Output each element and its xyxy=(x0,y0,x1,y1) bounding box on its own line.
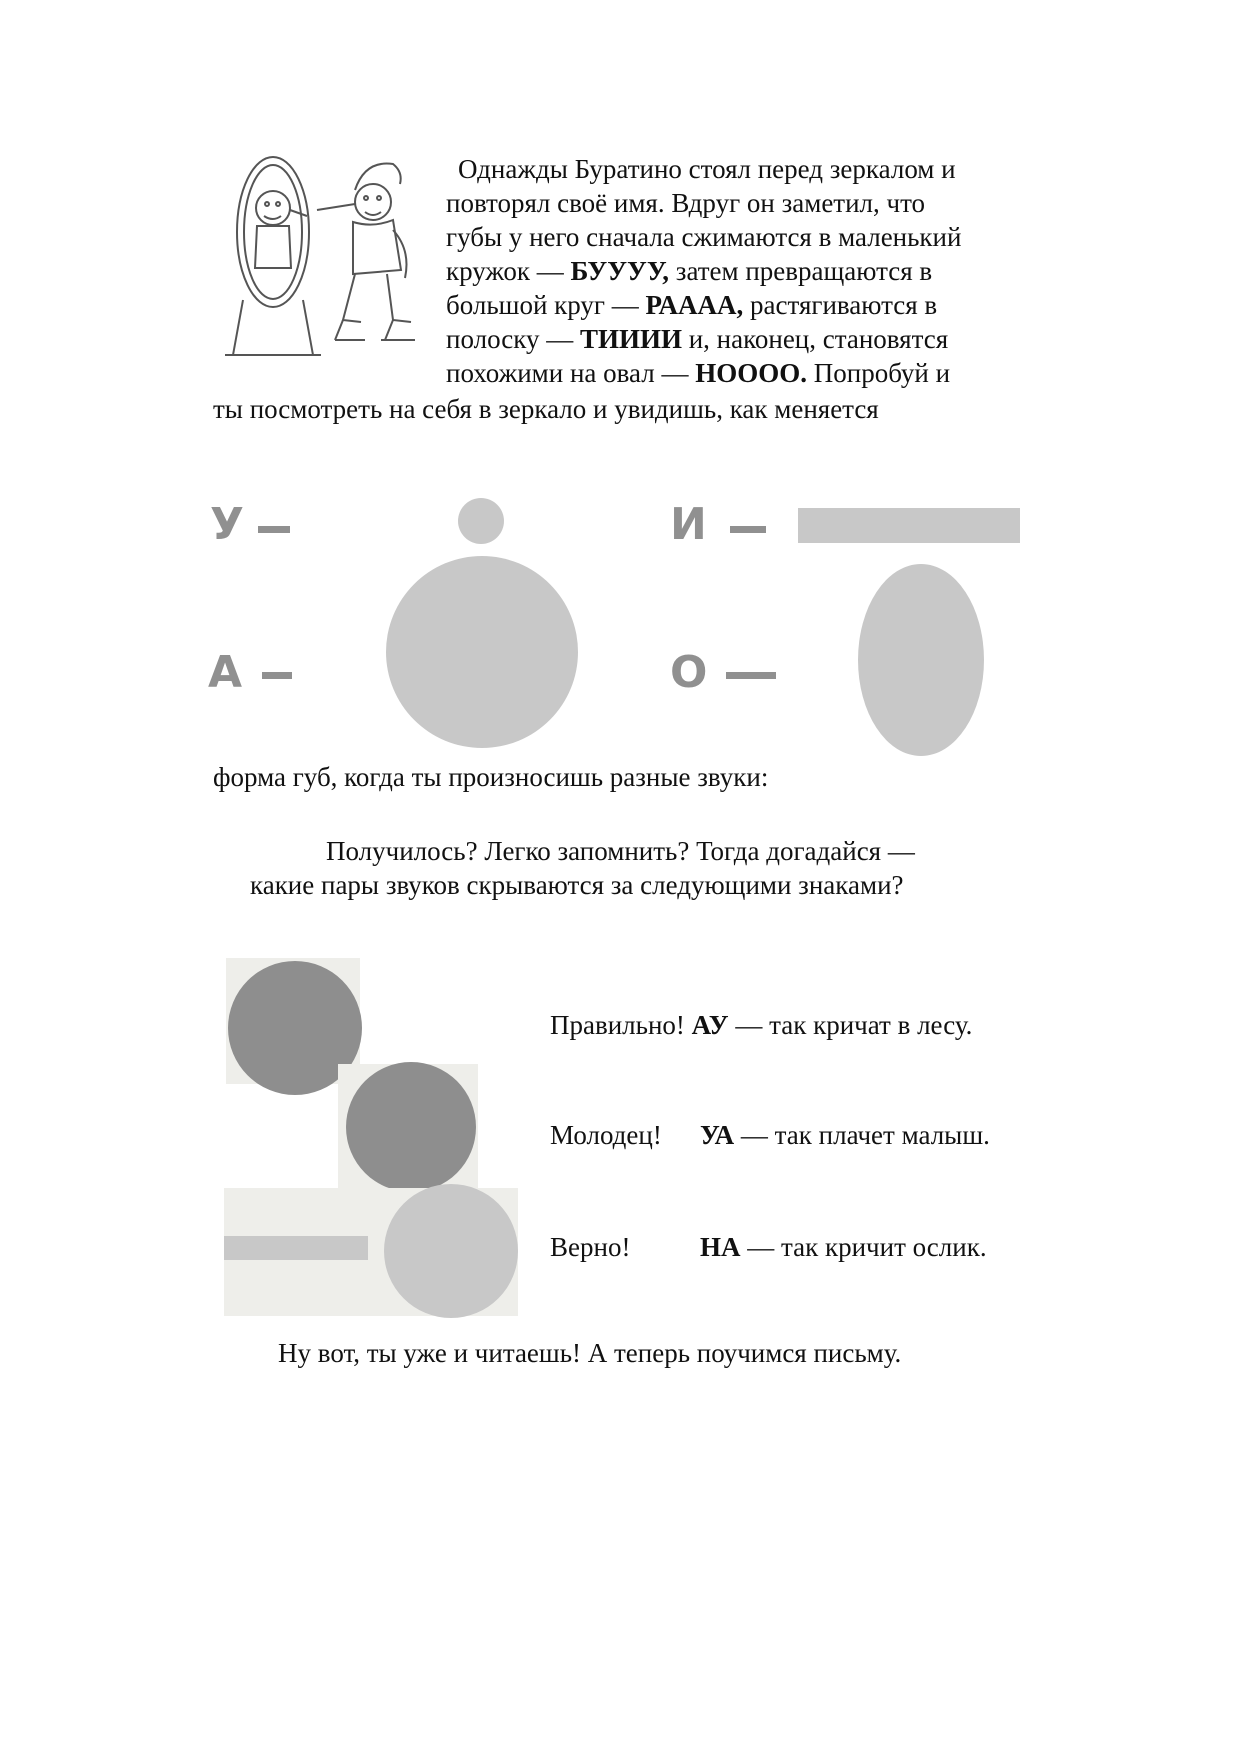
story-line-7-a: похожими на овал — xyxy=(446,358,689,388)
story-line-6-b: и, наконец, становятся xyxy=(688,324,949,354)
story-sound-ti: ТИИИИ xyxy=(579,324,682,354)
story-line-7-b: Попробуй и xyxy=(813,358,951,388)
story-sound-no: НОООО. xyxy=(695,358,808,388)
story-line-2: повторял своё имя. Вдруг он заметил, что xyxy=(446,188,926,218)
answer-3-pair: НА xyxy=(700,1232,741,1262)
lip-shape-large-circle xyxy=(386,556,578,748)
answer-1-pair: АУ xyxy=(691,1010,729,1040)
puzzle-stripe xyxy=(224,1236,368,1260)
story-line-4-b: затем превращаются в xyxy=(675,256,933,286)
story-line-4-a: кружок — xyxy=(446,256,564,286)
story-line-1: Однажды Буратино стоял перед зеркалом и xyxy=(458,154,956,184)
vowel-i: И xyxy=(670,499,707,550)
vowel-i-dash xyxy=(730,526,766,533)
story-sound-bu: БУУУУ, xyxy=(570,256,670,286)
answer-row-3 xyxy=(700,1230,987,1264)
answer-row-1 xyxy=(550,1008,972,1042)
vowel-u-dash xyxy=(258,526,290,533)
lip-shape-oval xyxy=(858,564,984,756)
lip-shape-small-circle xyxy=(458,498,504,544)
answer-3-text: — так кричит ослик. xyxy=(747,1232,987,1262)
lip-shape-stripe xyxy=(798,508,1020,543)
story-line-5-a: большой круг — xyxy=(446,290,639,320)
vowel-a-dash xyxy=(262,672,292,679)
story-line-3: губы у него сначала сжимаются в маленький xyxy=(446,222,962,252)
story-line-6-a: полоску — xyxy=(446,324,574,354)
answer-row-2 xyxy=(700,1118,990,1152)
puzzle-circle-large-2 xyxy=(346,1062,476,1192)
answer-1-text: — так кричат в лесу. xyxy=(735,1010,973,1040)
answer-word-2: Молодец! xyxy=(550,1120,662,1150)
story-line-5-b: растягиваются в xyxy=(750,290,938,320)
answer-word-3: Верно! xyxy=(550,1232,631,1262)
puzzle-circle-3 xyxy=(384,1184,518,1318)
story-sound-ra: РАААА, xyxy=(645,290,744,320)
story-line-4 xyxy=(446,254,932,288)
vowel-u: У xyxy=(210,499,244,550)
story-line-6 xyxy=(446,322,948,356)
answer-2-pair: УА xyxy=(700,1120,735,1150)
vowel-o: О xyxy=(670,647,708,698)
buratino-mirror-illustration xyxy=(215,150,455,385)
story-line-9: форма губ, когда ты произносишь разные звуки: xyxy=(213,762,769,792)
answer-2-text: — так плачет малыш. xyxy=(740,1120,990,1150)
closing-text: Ну вот, ты уже и читаешь! А теперь поучимся письму. xyxy=(278,1338,902,1368)
question-line-2: какие пары звуков скрываются за следующими знаками? xyxy=(250,870,904,900)
vowel-o-dash xyxy=(726,672,776,679)
vowel-a: А xyxy=(208,647,243,698)
story-line-8: ты посмотреть на себя в зеркало и увидишь, как меняется xyxy=(213,394,879,424)
story-line-7 xyxy=(446,356,950,390)
question-line-1: Получилось? Легко запомнить? Тогда догадайся — xyxy=(326,836,915,866)
story-line-5 xyxy=(446,288,937,322)
answer-1-word: Правильно! xyxy=(550,1010,685,1040)
